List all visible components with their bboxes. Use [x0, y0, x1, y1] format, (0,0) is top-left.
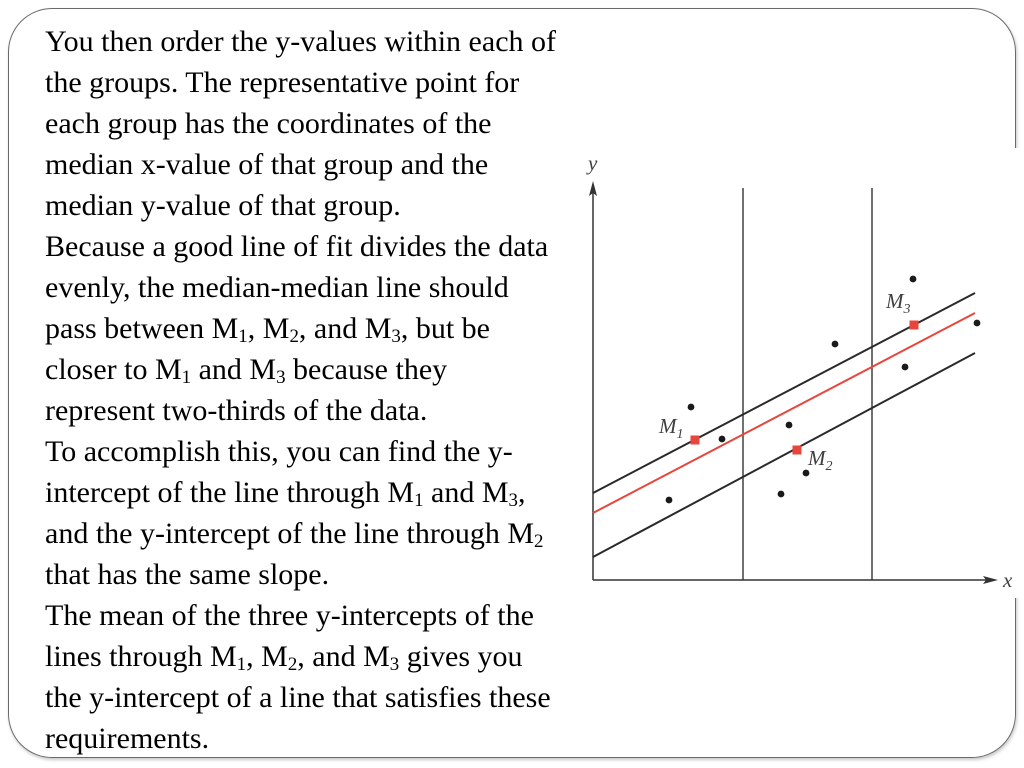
text-run: and M	[191, 353, 277, 386]
m3-label-subscript: 3	[903, 302, 911, 317]
text-run: Because a good line of fit divides the data	[45, 230, 549, 263]
m1-label-subscript: 1	[676, 427, 684, 442]
data-point	[786, 422, 793, 429]
text-run: , but be	[400, 312, 490, 345]
subscript: 3	[391, 326, 401, 348]
data-point	[974, 320, 981, 327]
text-line	[45, 718, 575, 759]
data-point	[803, 470, 810, 477]
slide-text	[45, 21, 575, 759]
text-line	[45, 472, 575, 513]
x-axis-label: x	[1003, 568, 1013, 592]
text-run: because they	[285, 353, 448, 386]
text-line	[45, 185, 575, 226]
data-point	[778, 491, 785, 498]
text-line	[45, 267, 575, 308]
median-point-m2	[793, 446, 802, 455]
text-run: To accomplish this, you can find the y-	[45, 435, 513, 468]
data-point	[688, 404, 695, 411]
text-run: and the y-intercept of the line through M	[45, 517, 535, 550]
text-run: median y-value of that group.	[45, 189, 401, 222]
text-run: and M	[423, 476, 509, 509]
text-run: ,	[517, 476, 526, 509]
text-run: median x-value of that group and the	[45, 148, 489, 181]
y-axis-label: y	[588, 151, 598, 175]
text-line	[45, 513, 575, 554]
data-point	[832, 341, 839, 348]
text-run: intercept of the line through M	[45, 476, 415, 509]
median-point-m3	[910, 321, 919, 330]
text-run: , M	[247, 312, 290, 345]
m3-label-letter: M	[886, 289, 904, 313]
text-run: each group has the coordinates of the	[45, 107, 492, 140]
text-line	[45, 431, 575, 472]
text-run: gives you	[399, 640, 523, 673]
subscript: 1	[414, 490, 424, 512]
text-line	[45, 636, 575, 677]
text-line	[45, 554, 575, 595]
m2-label-subscript: 2	[825, 459, 833, 474]
text-run: , M	[246, 640, 288, 673]
text-run: lines through M	[45, 640, 237, 673]
subscript: 2	[287, 654, 298, 676]
text-run: the y-intercept of a line that satisfies these	[45, 681, 551, 714]
text-line	[45, 308, 575, 349]
median-median-line-diagram	[578, 148, 1020, 598]
subscript: 3	[276, 367, 286, 389]
text-run: requirements.	[45, 722, 210, 755]
text-run: closer to M	[45, 353, 182, 386]
subscript: 3	[508, 490, 518, 512]
text-run: the groups. The representative point for	[45, 66, 520, 99]
subscript: 1	[236, 654, 247, 676]
text-run: pass between M	[45, 312, 239, 345]
subscript: 1	[238, 326, 248, 348]
text-run: , and M	[298, 312, 392, 345]
subscript: 2	[534, 531, 544, 553]
text-line	[45, 677, 575, 718]
text-run: that has the same slope.	[45, 558, 330, 591]
text-run: represent two-thirds of the data.	[45, 394, 428, 427]
text-line	[45, 21, 575, 62]
data-point	[666, 497, 673, 504]
text-run: The mean of the three y-intercepts of the	[45, 599, 534, 632]
text-run: , and M	[297, 640, 390, 673]
text-line	[45, 144, 575, 185]
text-run: You then order the y-values within each of	[45, 25, 556, 58]
data-point	[902, 364, 909, 371]
paragraph	[45, 431, 575, 595]
text-line	[45, 390, 575, 431]
paragraph	[45, 595, 575, 759]
text-line	[45, 62, 575, 103]
data-point	[910, 276, 917, 283]
m1-label-letter: M	[659, 414, 677, 438]
median-point-m1	[691, 436, 700, 445]
paragraph	[45, 21, 575, 226]
text-line	[45, 226, 575, 267]
text-run: evenly, the median-median line should	[45, 271, 509, 304]
m2-label-letter: M	[808, 446, 826, 470]
subscript: 1	[181, 367, 192, 389]
subscript: 3	[389, 654, 400, 676]
subscript: 2	[289, 326, 299, 348]
paragraph	[45, 226, 575, 431]
text-line	[45, 349, 575, 390]
text-line	[45, 595, 575, 636]
data-point	[719, 436, 726, 443]
figure	[578, 148, 1020, 598]
text-line	[45, 103, 575, 144]
